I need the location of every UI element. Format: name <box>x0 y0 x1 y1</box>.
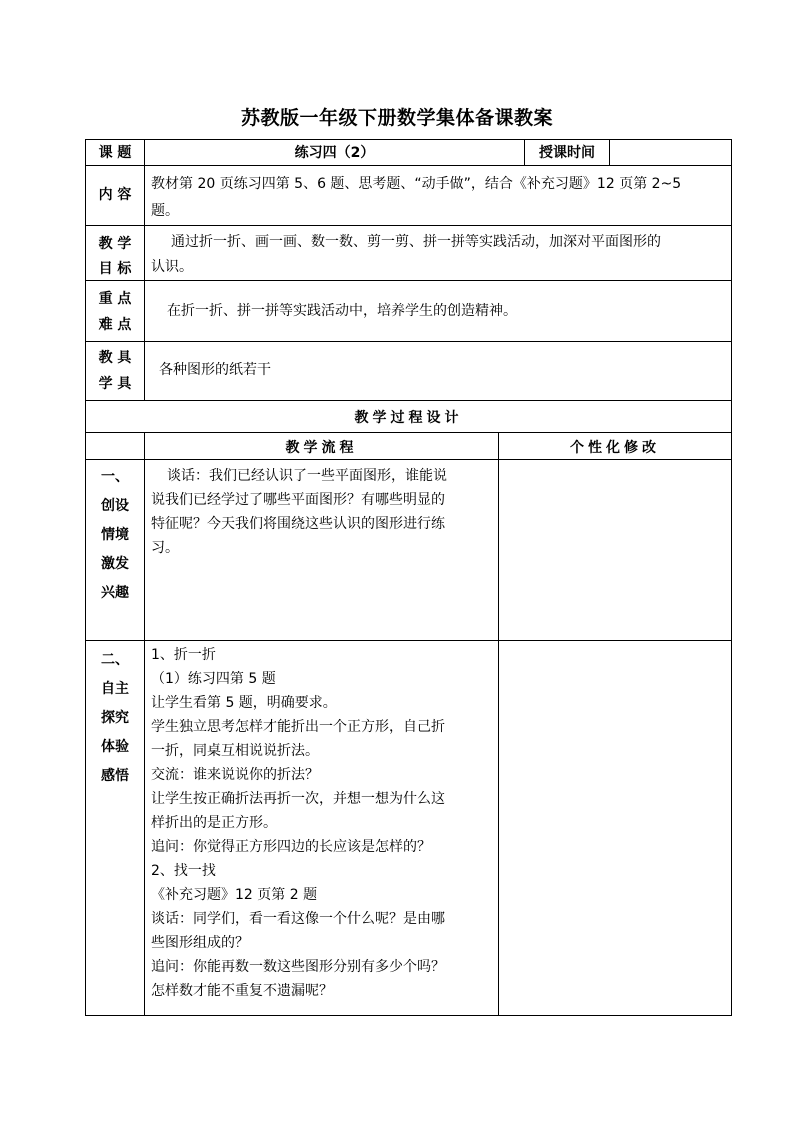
stage2-content <box>151 643 496 1003</box>
stage2-line: 让学生按正确折法再折一次，并想一想为什么这 <box>151 791 445 807</box>
table-rule <box>144 432 145 1016</box>
stage1-label-line: 创设 <box>101 498 129 514</box>
stage1-line: 谈话：我们已经认识了一些平面图形，谁能说 <box>167 468 447 484</box>
stage2-line: 学生独立思考怎样才能折出一个正方形，自己折 <box>151 719 445 735</box>
stage2-line: 交流：谁来说说你的折法？ <box>151 767 319 783</box>
page-title: 苏教版一年级下册数学集体备课教案 <box>240 107 553 129</box>
stage2-line: 些图形组成的？ <box>151 935 249 951</box>
stage2-line: （1）练习四第 5 题 <box>151 671 276 687</box>
table-rule <box>85 225 732 226</box>
stage2-label-line: 探究 <box>101 710 129 726</box>
key-text: 在折一折、拼一拼等实践活动中，培养学生的创造精神。 <box>167 303 517 319</box>
time-label: 授课时间 <box>539 145 595 161</box>
stage1-label <box>86 463 144 608</box>
key-label-1: 重 点 <box>98 291 132 307</box>
goal-line-1: 通过折一折、画一画、数一数、剪一剪、拼一拼等实践活动，加深对平面图形的 <box>171 234 661 250</box>
goal-line-2: 认识。 <box>151 259 193 275</box>
stage2-line: 《补充习题》12 页第 2 题 <box>151 887 318 903</box>
stage2-line: 怎样数才能不重复不遗漏呢？ <box>151 983 333 999</box>
table-rule <box>85 341 732 342</box>
stage1-label-line: 激发 <box>101 556 129 572</box>
stage1-line: 特征呢？今天我们将围绕这些认识的图形进行练 <box>151 516 445 532</box>
stage2-line: 谈话：同学们，看一看这像一个什么呢？是由哪 <box>151 911 445 927</box>
stage2-line: 1、折一折 <box>151 647 216 663</box>
table-rule <box>85 1015 732 1016</box>
stage1-line: 说我们已经学过了哪些平面图形？有哪些明显的 <box>151 492 445 508</box>
table-rule <box>85 432 732 433</box>
table-rule <box>85 139 732 140</box>
stage2-label <box>86 646 144 791</box>
stage2-line: 让学生看第 5 题，明确要求。 <box>151 695 337 711</box>
modify-column-header: 个性化修改 <box>570 440 660 456</box>
content-label: 内 容 <box>98 187 132 203</box>
stage2-line: 一折，同桌互相说说折法。 <box>151 743 319 759</box>
goal-label-1: 教 学 <box>98 236 132 252</box>
stage2-line: 样折出的是正方形。 <box>151 815 277 831</box>
stage1-line: 习。 <box>151 540 179 556</box>
topic-label: 课 题 <box>98 145 132 161</box>
stage2-label-line: 感悟 <box>101 768 129 784</box>
tools-label-1: 教 具 <box>98 350 132 366</box>
table-rule <box>85 400 732 401</box>
stage1-label-line: 情境 <box>101 527 129 543</box>
stage1-label-line: 兴趣 <box>101 585 129 601</box>
flow-column-header: 教学流程 <box>285 440 358 456</box>
tools-label-2: 学 具 <box>98 376 132 392</box>
stage2-line: 2、找一找 <box>151 863 216 879</box>
stage2-label-line: 体验 <box>101 739 129 755</box>
stage2-line: 追问：你觉得正方形四边的长应该是怎样的？ <box>151 839 431 855</box>
key-label-2: 难 点 <box>98 317 132 333</box>
stage2-label-line: 二、 <box>101 652 129 668</box>
table-rule <box>731 139 732 1016</box>
time-value[interactable] <box>610 141 731 165</box>
table-rule <box>85 280 732 281</box>
stage1-label-line: 一、 <box>101 469 129 485</box>
stage2-label-line: 自主 <box>101 681 129 697</box>
content-line-2: 题。 <box>151 203 179 219</box>
stage2-line: 追问：你能再数一数这些图形分别有多少个吗？ <box>151 959 445 975</box>
stage2-modify-cell[interactable] <box>499 641 731 1015</box>
goal-label-2: 目 标 <box>98 261 132 277</box>
tools-text: 各种图形的纸若干 <box>159 362 271 378</box>
stage1-content <box>151 464 496 560</box>
content-line-1: 教材第 20 页练习四第 5、6 题、思考题、“动手做”，结合《补充习题》12 页第 2~5 <box>151 176 682 192</box>
stage1-modify-cell[interactable] <box>499 460 731 640</box>
table-rule <box>144 139 145 401</box>
section-header: 教学过程设计 <box>354 410 463 426</box>
topic-value: 练习四（2） <box>294 145 375 161</box>
table-rule <box>85 165 732 166</box>
